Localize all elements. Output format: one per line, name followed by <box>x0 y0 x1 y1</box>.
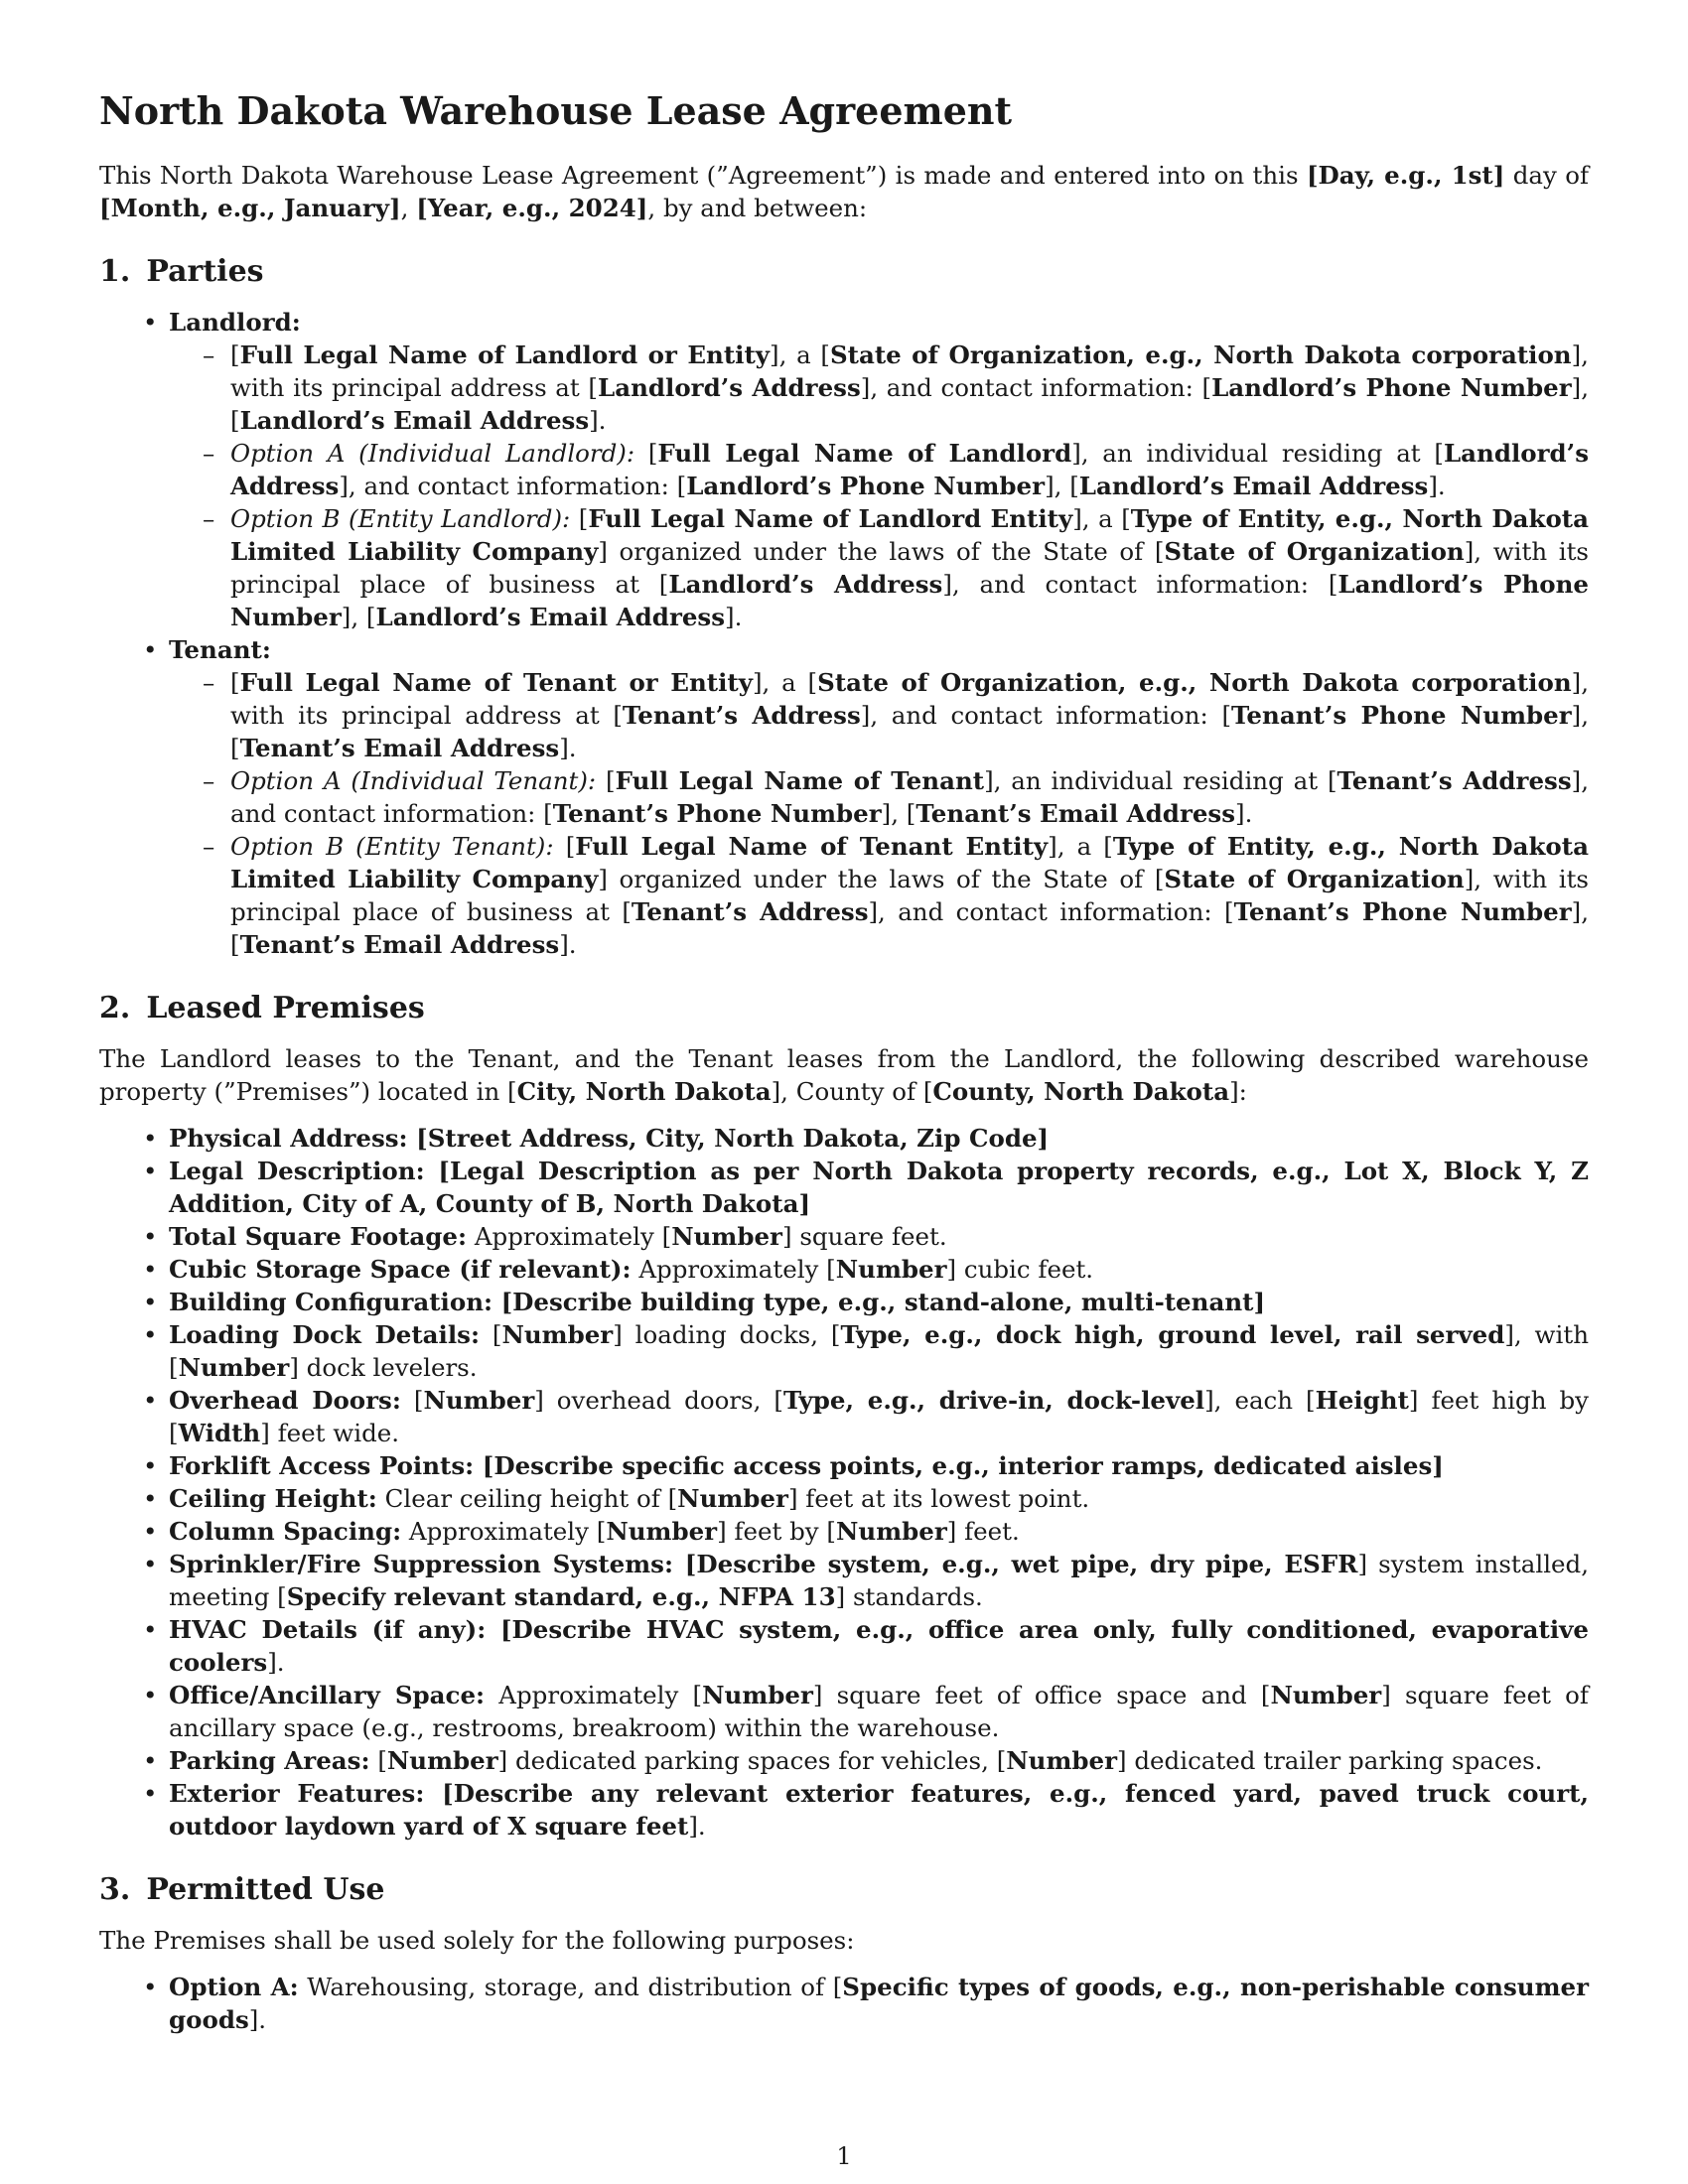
page-number: 1 <box>836 2142 852 2170</box>
permitted-use-list <box>99 1971 1589 2036</box>
list-item: • Forklift Access Points: [Describe specific access points, e.g., interior ramps, dedicated aisles] <box>169 1449 1589 1482</box>
list-item: • Column Spacing: Approximately [Number] feet by [Number] feet. <box>169 1515 1589 1548</box>
list-item-landlord: • Landlord: – [Full Legal Name of Landlord or Entity], a [State of Organization, e.g., North Dakota corporation], with its principal address at [Landlord’s Address], and contact information: [Landlord’s Phone Number], [Landlord’s Email Address]. – Option A (Individual Landlord): [Full Legal Name of Landlord], an individual residing at [Landlord’s Address], and contact information: [Landlord’s Phone Number], [Landlord’s Email Address]. – Option B (Entity Landlord): [Full Legal Name of Landlord Entity], a [Type of Entity, e.g., North Dakota Limited Liability Company] organized under the laws of the State of [State of Organization], with its principal place of business at [Landlord’s Address], and contact information: [Landlord’s Phone Number], [Landlord’s Email Address]. <box>169 306 1589 633</box>
premises-list <box>99 1122 1589 1843</box>
list-item-tenant: • Tenant: – [Full Legal Name of Tenant or Entity], a [State of Organization, e.g., North Dakota corporation], with its principal address at [Tenant’s Address], and contact information: [Tenant’s Phone Number], [Tenant’s Email Address]. – Option A (Individual Tenant): [Full Legal Name of Tenant], an individual residing at [Tenant’s Address], and contact information: [Tenant’s Phone Number], [Tenant’s Email Address]. – Option B (Entity Tenant): [Full Legal Name of Tenant Entity], a [Type of Entity, e.g., North Dakota Limited Liability Company] organized under the laws of the State of [State of Organization], with its principal place of business at [Tenant’s Address], and contact information: [Tenant’s Phone Number], [Tenant’s Email Address]. <box>169 633 1589 961</box>
list-item: • Cubic Storage Space (if relevant): Approximately [Number] cubic feet. <box>169 1253 1589 1286</box>
tenant-options <box>169 666 1589 961</box>
list-item: – Option A (Individual Landlord): [Full Legal Name of Landlord], an individual residing at [Landlord’s Address], and contact information: [Landlord’s Phone Number], [Landlord’s Email Address]. <box>230 437 1589 502</box>
document-page <box>99 87 1589 2036</box>
list-item: • Total Square Footage: Approximately [Number] square feet. <box>169 1220 1589 1253</box>
landlord-options <box>169 339 1589 633</box>
list-item: • Physical Address: [Street Address, City, North Dakota, Zip Code] <box>169 1122 1589 1155</box>
document-title: North Dakota Warehouse Lease Agreement <box>99 88 1013 133</box>
list-item: • Exterior Features: [Describe any relevant exterior features, e.g., fenced yard, paved truck court, outdoor laydown yard of X square feet]. <box>169 1777 1589 1843</box>
list-item: – [Full Legal Name of Tenant or Entity], a [State of Organization, e.g., North Dakota corporation], with its principal address at [Tenant’s Address], and contact information: [Tenant’s Phone Number], [Tenant’s Email Address]. <box>230 666 1589 764</box>
list-item: – Option B (Entity Tenant): [Full Legal Name of Tenant Entity], a [Type of Entity, e.g., North Dakota Limited Liability Company] organized under the laws of the State of [State of Organization], with its principal place of business at [Tenant’s Address], and contact information: [Tenant’s Phone Number], [Tenant’s Email Address]. <box>230 830 1589 961</box>
list-item: • Office/Ancillary Space: Approximately [Number] square feet of office space and [Number] square feet of ancillary space (e.g., restrooms, breakroom) within the warehouse. <box>169 1679 1589 1744</box>
list-item: • Building Configuration: [Describe building type, e.g., stand-alone, multi-tenant] <box>169 1286 1589 1318</box>
month-placeholder: [Month, e.g., January] <box>99 194 401 222</box>
list-item: • Legal Description: [Legal Description as per North Dakota property records, e.g., Lot X, Block Y, Z Addition, City of A, County of B, North Dakota] <box>169 1155 1589 1220</box>
permitted-use-intro: The Premises shall be used solely for the following purposes: <box>99 1926 855 1955</box>
section-heading-parties: 1. Parties <box>99 254 264 289</box>
intro-paragraph: This North Dakota Warehouse Lease Agreement (”Agreement”) is made and entered into on this [Day, e.g., 1st] day of [Month, e.g., January], [Year, e.g., 2024], by and between: <box>99 161 1590 222</box>
list-item: • Ceiling Height: Clear ceiling height of [Number] feet at its lowest point. <box>169 1482 1589 1515</box>
list-item: • Sprinkler/Fire Suppression Systems: [Describe system, e.g., wet pipe, dry pipe, ESFR] system installed, meeting [Specify relevant standard, e.g., NFPA 13] standards. <box>169 1548 1589 1613</box>
year-placeholder: [Year, e.g., 2024] <box>416 194 648 222</box>
list-item: • Option A: Warehousing, storage, and distribution of [Specific types of goods, e.g., non-perishable consumer goods]. <box>169 1971 1589 2036</box>
list-item: • HVAC Details (if any): [Describe HVAC system, e.g., office area only, fully conditioned, evaporative coolers]. <box>169 1613 1589 1679</box>
list-item: • Parking Areas: [Number] dedicated parking spaces for vehicles, [Number] dedicated trailer parking spaces. <box>169 1744 1589 1777</box>
section-heading-leased-premises: 2. Leased Premises <box>99 991 425 1025</box>
section-heading-permitted-use: 3. Permitted Use <box>99 1872 385 1907</box>
premises-intro: The Landlord leases to the Tenant, and the Tenant leases from the Landlord, the following described warehouse property (”Premises”) located in [City, North Dakota], County of [County, North Dakota]: <box>99 1044 1589 1106</box>
list-item: – [Full Legal Name of Landlord or Entity], a [State of Organization, e.g., North Dakota corporation], with its principal address at [Landlord’s Address], and contact information: [Landlord’s Phone Number], [Landlord’s Email Address]. <box>230 339 1589 437</box>
list-item: • Loading Dock Details: [Number] loading docks, [Type, e.g., dock high, ground level, rail served], with [Number] dock levelers. <box>169 1318 1589 1384</box>
list-item: – Option B (Entity Landlord): [Full Legal Name of Landlord Entity], a [Type of Entity, e.g., North Dakota Limited Liability Company] organized under the laws of the State of [State of Organization], with its principal place of business at [Landlord’s Address], and contact information: [Landlord’s Phone Number], [Landlord’s Email Address]. <box>230 502 1589 633</box>
list-item: • Overhead Doors: [Number] overhead doors, [Type, e.g., drive-in, dock-level], each [Height] feet high by [Width] feet wide. <box>169 1384 1589 1449</box>
parties-list <box>99 306 1589 961</box>
day-placeholder: [Day, e.g., 1st] <box>1306 161 1505 190</box>
list-item: – Option A (Individual Tenant): [Full Legal Name of Tenant], an individual residing at [Tenant’s Address], and contact information: [Tenant’s Phone Number], [Tenant’s Email Address]. <box>230 764 1589 830</box>
